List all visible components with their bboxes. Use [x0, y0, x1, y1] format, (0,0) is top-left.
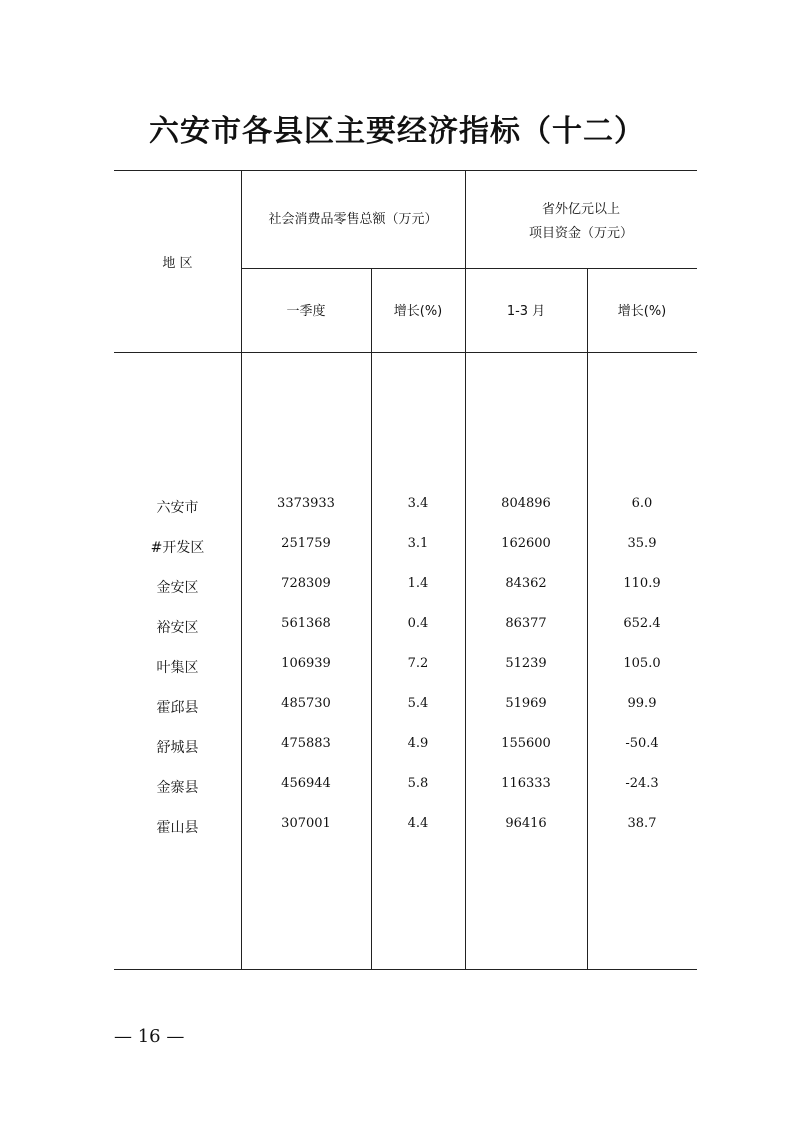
row-q1-growth: 5.4 [407, 696, 429, 711]
row-m13-funds: 86377 [505, 616, 547, 631]
row-q1-growth: 7.2 [407, 656, 429, 671]
row-q1-growth: 4.9 [407, 736, 429, 751]
page-number: — 16 — [114, 1026, 185, 1047]
header-q1: 一季度 [286, 304, 326, 319]
header-divider-rule [241, 268, 697, 269]
row-q1-growth: 3.4 [407, 496, 429, 511]
row-m13-growth: -50.4 [625, 736, 659, 751]
header-outside-funds-line1: 省外亿元以上 [541, 202, 620, 217]
row-q1-sales: 728309 [281, 576, 331, 591]
row-region: 舒城县 [156, 740, 199, 756]
row-q1-sales: 456944 [281, 776, 331, 791]
header-bottom-rule [114, 352, 697, 353]
row-m13-growth: -24.3 [625, 776, 659, 791]
header-months-growth: 增长(%) [617, 304, 667, 319]
row-q1-sales: 485730 [281, 696, 331, 711]
row-m13-growth: 652.4 [623, 616, 661, 631]
row-m13-growth: 38.7 [627, 816, 657, 831]
row-q1-growth: 5.8 [407, 776, 429, 791]
row-q1-sales: 3373933 [277, 496, 335, 511]
row-m13-growth: 6.0 [631, 496, 653, 511]
row-region: 霍邱县 [156, 700, 199, 716]
column-divider-group [465, 170, 466, 970]
row-region: 六安市 [156, 500, 199, 516]
row-m13-funds: 162600 [501, 536, 551, 551]
row-m13-growth: 99.9 [627, 696, 657, 711]
row-m13-funds: 116333 [501, 776, 551, 791]
row-m13-funds: 51969 [505, 696, 547, 711]
table-bottom-rule [114, 969, 697, 970]
row-q1-growth: 4.4 [407, 816, 429, 831]
row-m13-funds: 51239 [505, 656, 547, 671]
row-q1-sales: 561368 [281, 616, 331, 631]
row-q1-sales: 106939 [281, 656, 331, 671]
row-m13-growth: 105.0 [623, 656, 661, 671]
row-q1-sales: 251759 [281, 536, 331, 551]
table-top-rule [114, 170, 697, 171]
header-region: 地 区 [162, 256, 193, 271]
row-m13-funds: 84362 [505, 576, 547, 591]
row-region: 霍山县 [156, 820, 199, 836]
row-m13-growth: 110.9 [623, 576, 661, 591]
row-q1-sales: 307001 [281, 816, 331, 831]
header-outside-funds-line2: 项目资金（万元） [528, 226, 633, 241]
column-divider-region [241, 170, 242, 970]
header-retail-sales: 社会消费品零售总额（万元） [268, 212, 438, 227]
header-q1-growth: 增长(%) [393, 304, 443, 319]
header-months-1-3: 1-3 月 [506, 304, 546, 319]
row-q1-growth: 0.4 [407, 616, 429, 631]
page-title: 六安市各县区主要经济指标（十二） [149, 114, 645, 149]
row-region: #开发区 [150, 540, 205, 556]
row-region: 金安区 [156, 580, 199, 596]
indicator-table [114, 170, 697, 970]
row-m13-funds: 804896 [501, 496, 551, 511]
row-q1-growth: 3.1 [407, 536, 429, 551]
row-m13-funds: 155600 [501, 736, 551, 751]
row-region: 裕安区 [156, 620, 199, 636]
row-region: 叶集区 [156, 660, 199, 676]
row-q1-sales: 475883 [281, 736, 331, 751]
row-region: 金寨县 [156, 780, 199, 796]
row-q1-growth: 1.4 [407, 576, 429, 591]
row-m13-funds: 96416 [505, 816, 547, 831]
row-m13-growth: 35.9 [627, 536, 657, 551]
